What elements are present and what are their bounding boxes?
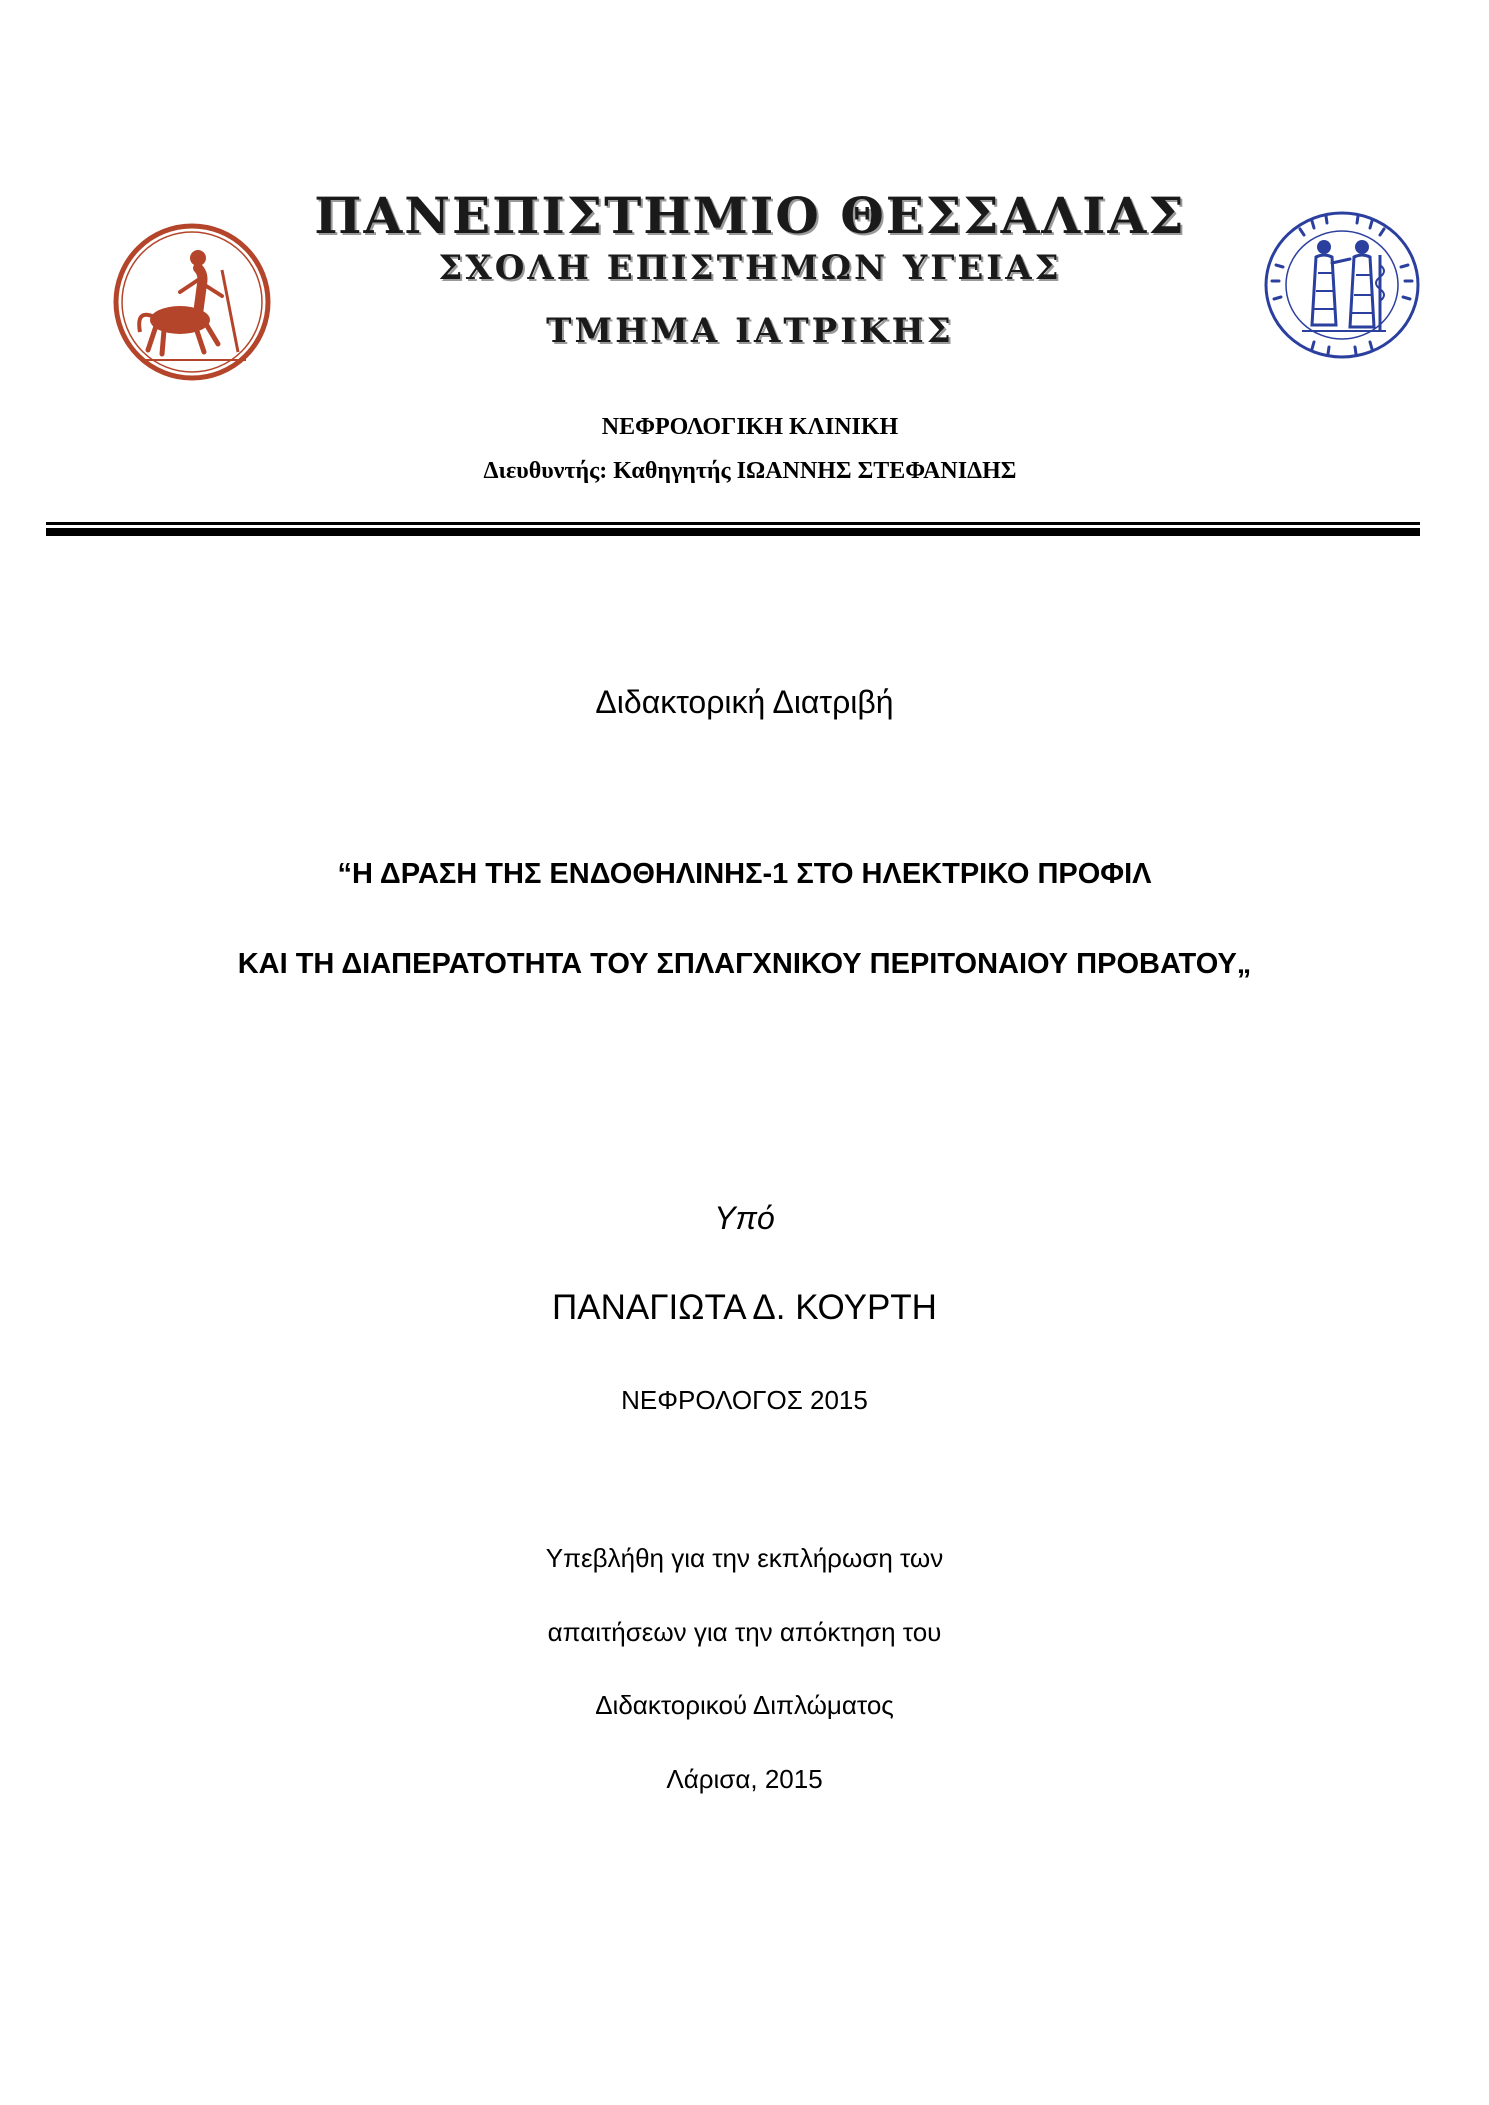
by-label: Υπό (714, 1200, 775, 1236)
director-line: Διευθυντής: Καθηγητής ΙΩΑΝΝΗΣ ΣΤΕΦΑΝΙΔΗΣ (483, 458, 1017, 484)
university-seal-logo (110, 222, 274, 382)
medical-school-seal-logo (1262, 209, 1422, 361)
department-title: ΤΜΗΜΑ ΙΑΤΡΙΚΗΣ (546, 311, 954, 351)
thesis-title-line-1: “Η ΔΡΑΣΗ ΤΗΣ ΕΝΔΟΘΗΛΙΝΗΣ-1 ΣΤΟ ΗΛΕΚΤΡΙΚΟ ΠΡΟΦΙΛ (337, 858, 1152, 890)
place-and-date: Λάρισα, 2015 (666, 1764, 823, 1794)
header-divider-thick (46, 528, 1420, 536)
header-divider-thin (46, 522, 1420, 525)
submission-statement-line-3: Διδακτορικού Διπλώματος (595, 1690, 894, 1720)
thesis-title-line-2: ΚΑΙ ΤΗ ΔΙΑΠΕΡΑΤΟΤΗΤΑ ΤΟΥ ΣΠΛΑΓΧΝΙΚΟΥ ΠΕΡΙΤΟΝΑΙΟΥ ΠΡΟΒΑΤΟΥ„ (237, 948, 1252, 980)
submission-statement-line-2: απαιτήσεων για την απόκτηση του (547, 1617, 942, 1647)
school-title: ΣΧΟΛΗ ΕΠΙΣΤΗΜΩΝ ΥΓΕΙΑΣ (438, 248, 1062, 288)
author-name: ΠΑΝΑΓΙΩΤΑ Δ. ΚΟΥΡΤΗ (552, 1288, 937, 1327)
submission-statement-line-1: Υπεβλήθη για την εκπλήρωση των (545, 1543, 944, 1573)
document-type: Διδακτορική Διατριβή (595, 684, 894, 720)
author-specialty-year: ΝΕΦΡΟΛΟΓΟΣ 2015 (621, 1385, 868, 1415)
clinic-name: ΝΕΦΡΟΛΟΓΙΚΗ ΚΛΙΝΙΚΗ (601, 414, 899, 440)
university-title: ΠΑΝΕΠΙΣΤΗΜΙΟ ΘΕΣΣΑΛΙΑΣ (314, 186, 1186, 245)
